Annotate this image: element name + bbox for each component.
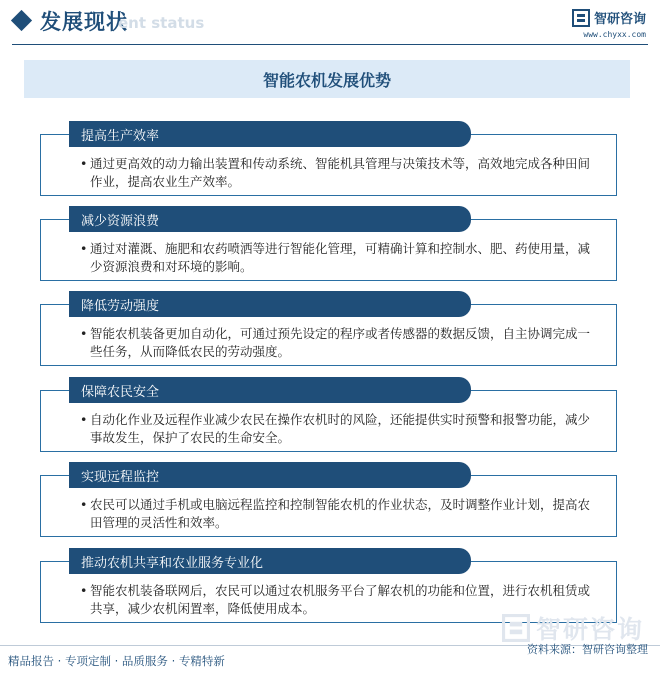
advantage-text: • 通过对灌溉、施肥和农药喷洒等进行智能化管理，可精确计算和控制水、肥、药使用量，减少资源浪费和对环境的影响。 <box>80 240 590 276</box>
diamond-icon <box>11 10 32 31</box>
footer-services: 精品报告 · 专项定制 · 品质服务 · 专精特新 <box>8 654 225 668</box>
advantage-text: • 自动化作业及远程作业减少农民在操作农机时的风险，还能提供实时预警和报警功能，减少事故发生，保护了农民的生命安全。 <box>80 411 590 447</box>
advantage-text: • 通过更高效的动力输出装置和传动系统、智能机具管理与决策技术等，高效地完成各种田间作业，提高农业生产效率。 <box>80 155 590 191</box>
brand <box>572 8 646 39</box>
advantage-tab <box>69 377 471 403</box>
advantage-tab <box>69 121 471 147</box>
watermark-text: 智研咨询 <box>535 615 644 644</box>
brand-url[interactable]: www.chyxx.com <box>583 30 646 39</box>
section-title: 智能农机发展优势 <box>262 70 391 90</box>
advantage-tab <box>69 462 471 488</box>
advantage-tab <box>69 206 471 232</box>
english-subtitle: ent status <box>118 14 205 32</box>
brand-name: 智研咨询 <box>593 12 646 27</box>
section-banner <box>24 60 630 98</box>
data-source: 资料来源：智研咨询整理 <box>527 643 648 656</box>
page-header <box>0 0 660 46</box>
header-divider <box>12 44 648 45</box>
advantage-title: 推动农机共享和农业服务专业化 <box>81 555 264 571</box>
advantage-title: 降低劳动强度 <box>81 298 160 314</box>
page-title: 发展现状 <box>40 10 128 34</box>
advantage-text: • 智能农机装备联网后，农民可以通过农机服务平台了解农机的功能和位置，进行农机租赁或共享，减少农机闲置率，降低使用成本。 <box>80 582 590 618</box>
advantage-title: 提高生产效率 <box>81 128 160 144</box>
advantage-title: 保障农民安全 <box>81 384 160 400</box>
advantage-title: 实现远程监控 <box>81 469 160 485</box>
watermark-logo-icon <box>502 614 530 642</box>
advantage-title: 减少资源浪费 <box>81 213 160 229</box>
advantage-text: • 农民可以通过手机或电脑远程监控和控制智能农机的作业状态，及时调整作业计划，提高农田管理的灵活性和效率。 <box>80 496 590 532</box>
advantage-tab <box>69 548 471 574</box>
page-footer <box>0 640 660 673</box>
advantage-text: • 智能农机装备更加自动化，可通过预先设定的程序或者传感器的数据反馈，自主协调完成一些任务，从而降低农民的劳动强度。 <box>80 325 590 361</box>
advantage-tab <box>69 291 471 317</box>
brand-logo-icon <box>572 9 590 27</box>
